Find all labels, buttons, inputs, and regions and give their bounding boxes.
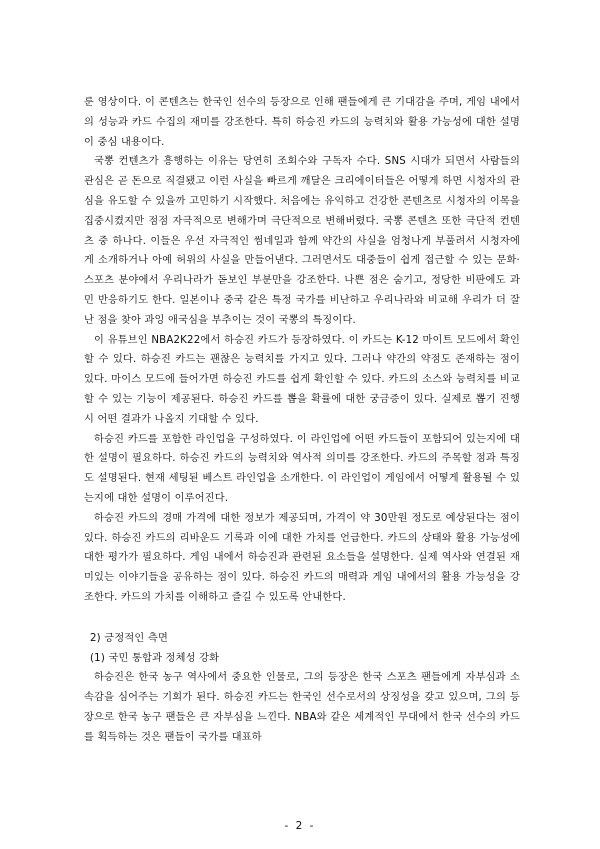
body-paragraph: 하승진 카드의 경매 가격에 대한 정보가 제공되며, 가격이 약 30만원 정도로 예상된다는 점이 있다. 하승진 카드의 리바운드 기록과 이에 대한 가치를 언급한다. 카드의 상태와 활용 가능성에 대한 평가가 필요하다. 게임 내에서 하승진과 관련된 요소들을 설명한다. 실제 역사와 연결된 재미있는 이야기들을 공유하는 점이 있다. 하승진 카드의 매력과 게임 내에서의 활용 가능성을 강조한다. 카드의 가치를 이해하고 즐길 수 있도록 안내한다.	[84, 512, 520, 603]
body-paragraph: 하승진 카드를 포함한 라인업을 구성하였다. 이 라인업에 어떤 카드들이 포함되어 있는지에 대한 설명이 필요하다. 하승진 카드의 능력치와 역사적 의미를 강조한다. 카드의 주목할 점과 특징도 설명된다. 현재 세팅된 베스트 라인업을 소개한다. 이 라인업이 게임에서 어떻게 활용될 수 있는지에 대한 설명이 이루어진다.	[84, 433, 520, 504]
section-heading: 2) 긍정적인 측면	[90, 632, 168, 644]
section-spacer	[84, 608, 520, 629]
body-paragraph: 국뽕 컨텐츠가 흥행하는 이유는 당연히 조회수와 구독자 수다. SNS 시대가 되면서 사람들의 관심은 곧 돈으로 직결됐고 이런 사실을 빠르게 깨달은 크리에이터들은 어떻게 하면 시청자의 관심을 유도할 수 있을까 고민하기 시작했다. 처음에는 유익하고 건강한 콘텐츠로 시청자의 이목을 집중시켰지만 점점 자극적으로 변해가며 극단적으로 변해버렸다. 국뽕 콘텐츠 또한 극단적 컨텐츠 중 하나다. 이들은 우선 자극적인 썸네일과 함께 약간의 사실을 엄청나게 부풀려서 시청자에게 소개하거나 아예 허위의 사실을 만들어낸다. 그러면서도 대중들이 쉽게 접근할 수 있는 문화·스포츠 분야에서 우리나라가 돋보인 부분만을 강조한다. 나쁜 점은 숨기고, 정당한 비판에도 과민 반응하기도 한다. 일본이나 중국 같은 특정 국가를 비난하고 우리나라와 비교해 우리가 더 잘난 점을 찾아 과잉 애국심을 부추이는 것이 국뽕의 특징이다.	[84, 156, 520, 326]
body-paragraph: 이 유튜브인 NBA2K22에서 하승진 카드가 등장하였다. 이 카드는 K-12 마이트 모드에서 확인할 수 있다. 하승진 카드는 괜찮은 능력치를 가지고 있다. 그러나 약간의 약점도 존재하는 점이 있다. 마이스 모드에 들어가면 하승진 카드를 쉽게 확인할 수 있다. 카드의 소스와 능력치를 비교할 수 있는 기능이 제공된다. 하승진 카드를 뽑을 확률에 대한 궁금증이 있다. 실제로 뽑기 진행 시 어떤 결과가 나올지 기대할 수 있다.	[84, 334, 520, 425]
page-number: - 2 -	[284, 820, 316, 832]
closing-paragraph: 하승진은 한국 농구 역사에서 중요한 인물로, 그의 등장은 한국 스포츠 팬들에게 자부심과 소속감을 심어주는 기회가 된다. 하승진 카드는 한국인 선수로서의 상징성을 갖고 있으며, 그의 등장으로 한국 농구 팬들은 큰 자부심을 느낀다. NBA와 같은 세계적인 무대에서 한국 선수의 카드를 획득하는 것은 팬들이 국가를 대표하	[84, 672, 520, 743]
body-paragraph: 룬 영상이다. 이 콘텐츠는 한국인 선수의 등장으로 인해 팬들에게 큰 기대감을 주며, 게임 내에서의 성능과 카드 수집의 재미를 강조한다. 특히 하승진 카드의 능력치와 활용 가능성에 대한 설명이 중심 내용이다.	[84, 97, 520, 148]
page-body	[84, 93, 520, 748]
subsection-heading: (1) 국민 통합과 정체성 강화	[90, 652, 220, 664]
